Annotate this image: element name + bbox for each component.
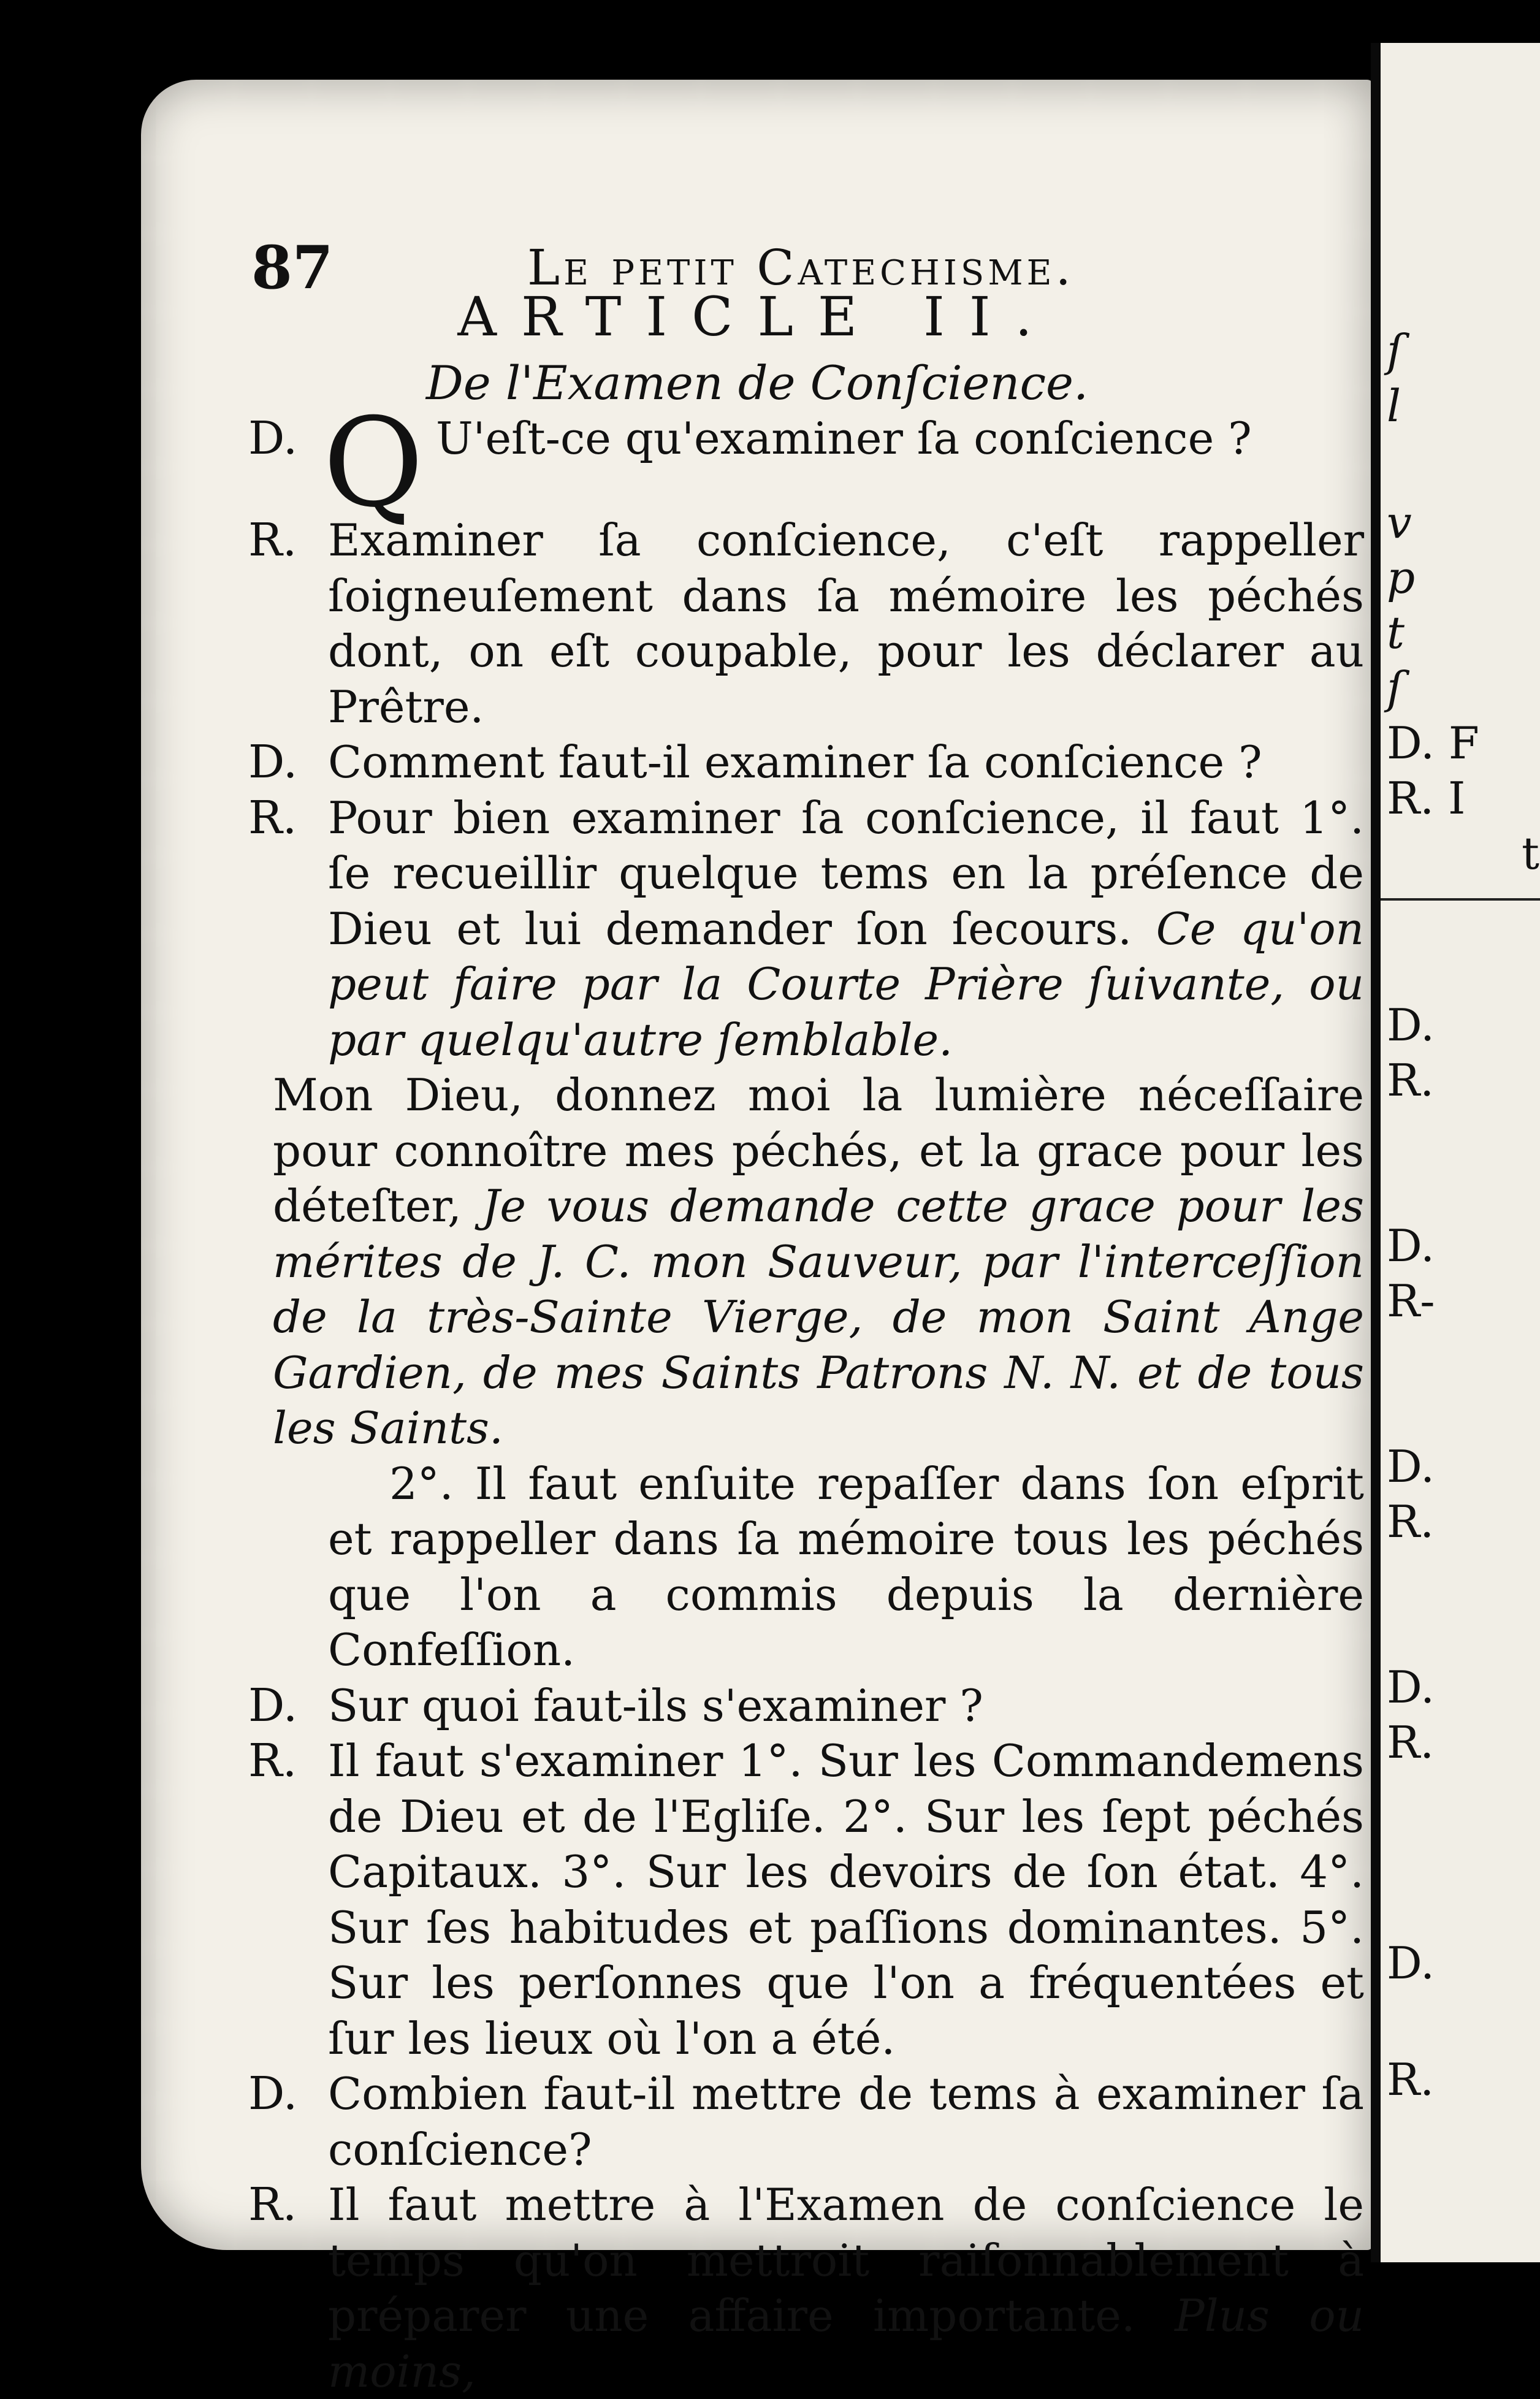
book-page (141, 80, 1373, 2397)
question-1 (248, 392, 1364, 535)
answer-text: Il faut mettre à l'Examen de conſcience le temps qu'on mettroit raiſonnablement à préparer une affaire importante. (328, 2179, 1364, 2341)
question-4 (248, 2066, 1364, 2177)
facing-page-fragment: t (1387, 607, 1405, 658)
answer-text: Examiner ſa conſcience, c'eſt rappeller ſoigneuſement dans ſa mémoire les péchés dont, on eſt coupable, pour les déclarer au Prêtre. (328, 514, 1364, 733)
facing-page-fragment: t (1522, 828, 1539, 879)
answer-label: R. (248, 1734, 297, 1787)
article-subtitle: De l'Examen de Conſcience. (425, 356, 1089, 410)
book-gutter (1371, 43, 1381, 2262)
question-label: D. (248, 1679, 298, 1732)
running-title: Le petit Catechisme. (527, 239, 1075, 296)
facing-page-fragment: D. F (1387, 717, 1479, 769)
facing-page-fragment: R. I (1387, 772, 1466, 824)
question-label: D. (248, 2067, 298, 2120)
answer-label: R. (248, 514, 297, 566)
answer-label: R. (248, 2178, 297, 2231)
facing-page-fragment: D. (1387, 999, 1435, 1051)
answer-4 (248, 2177, 1364, 2399)
facing-page-fragment: R- (1387, 1275, 1435, 1327)
facing-page-rule (1381, 898, 1540, 901)
facing-page-fragment: v (1387, 497, 1412, 548)
question-text: U'eſt-ce qu'examiner ſa conſcience ? (435, 413, 1252, 464)
facing-page-fragment: ſ (1387, 662, 1403, 714)
facing-page-fragment: D. (1387, 1441, 1435, 1492)
question-3 (248, 1678, 1364, 1734)
facing-page-fragment: D. (1387, 1220, 1435, 1272)
answer-italic-note: Ce qu'on peut faire par la Courte Prière ſuivante, ou par quelqu'autre ſemblable. (328, 902, 1365, 1066)
question-label: D. (248, 736, 298, 788)
article-heading: ARTICLE II. (457, 285, 1057, 348)
drop-cap: Q (323, 392, 424, 535)
facing-page-fragment: R. (1387, 1717, 1435, 1768)
step-2: 2°. Il faut enſuite repaſſer dans ſon eſprit et rappeller dans ſa mémoire tous les péchés que l'on a commis depuis la dernière Confeſſion. (328, 1457, 1364, 1676)
answer-text: Il faut s'examiner 1°. Sur les Commandemens de Dieu et de l'Egliſe. 2°. Sur les ſept péchés Capitaux. 3°. Sur les devoirs de ſon état. 4°. Sur ſes habitudes et paſſions dominantes. 5°. Sur les perſonnes que l'on a fréquentées et ſur les lieux où l'on a été. (328, 1735, 1364, 2064)
answer-text: Pour bien examiner ſa conſcience, il faut 1°. ſe recueillir quelque tems en la préſence de Dieu et lui demander ſon ſecours. (328, 791, 1364, 955)
question-text: Combien faut-il mettre de tems à examiner ſa conſcience? (328, 2068, 1364, 2175)
facing-page-fragment: R. (1387, 1496, 1435, 1547)
answer-1 (248, 513, 1364, 734)
facing-page-fragment: p (1387, 552, 1416, 603)
page-number: 87 (251, 233, 334, 302)
question-label: D. (248, 412, 298, 465)
facing-page-fragment: ſ (1387, 325, 1403, 376)
question-text: Comment faut-il examiner ſa conſcience ? (328, 736, 1262, 788)
prayer-italic: Je vous demande cette grace pour les mérites de J. C. mon Sauveur, par l'interceſſion de la très-Sainte Vierge, de mon Saint Ange Gardien, de mes Saints Patrons N. N. et de tous les Saints. (273, 1180, 1364, 1454)
answer-2 (248, 790, 1364, 1068)
answer-italic-note: Plus ou moins, (328, 2290, 1365, 2397)
facing-page-fragment: D. (1387, 1661, 1435, 1713)
answer-label: R. (248, 791, 297, 844)
facing-page-fragment: l (1387, 380, 1401, 432)
question-2 (248, 734, 1364, 790)
answer-3 (248, 1733, 1364, 2066)
prayer-text: Mon Dieu, donnez moi la lumière néceſſaire pour connoître mes péchés, et la grace pour les déteſter, (273, 1069, 1364, 1232)
facing-page (1381, 43, 1540, 2262)
facing-page-fragment: R. (1387, 2054, 1435, 2105)
facing-page-fragment: D. (1387, 1937, 1435, 1989)
question-text: Sur quoi faut-ils s'examiner ? (328, 1679, 983, 1731)
facing-page-fragment: R. (1387, 1055, 1435, 1106)
prayer (248, 1067, 1364, 1456)
page-body (248, 392, 1365, 2399)
